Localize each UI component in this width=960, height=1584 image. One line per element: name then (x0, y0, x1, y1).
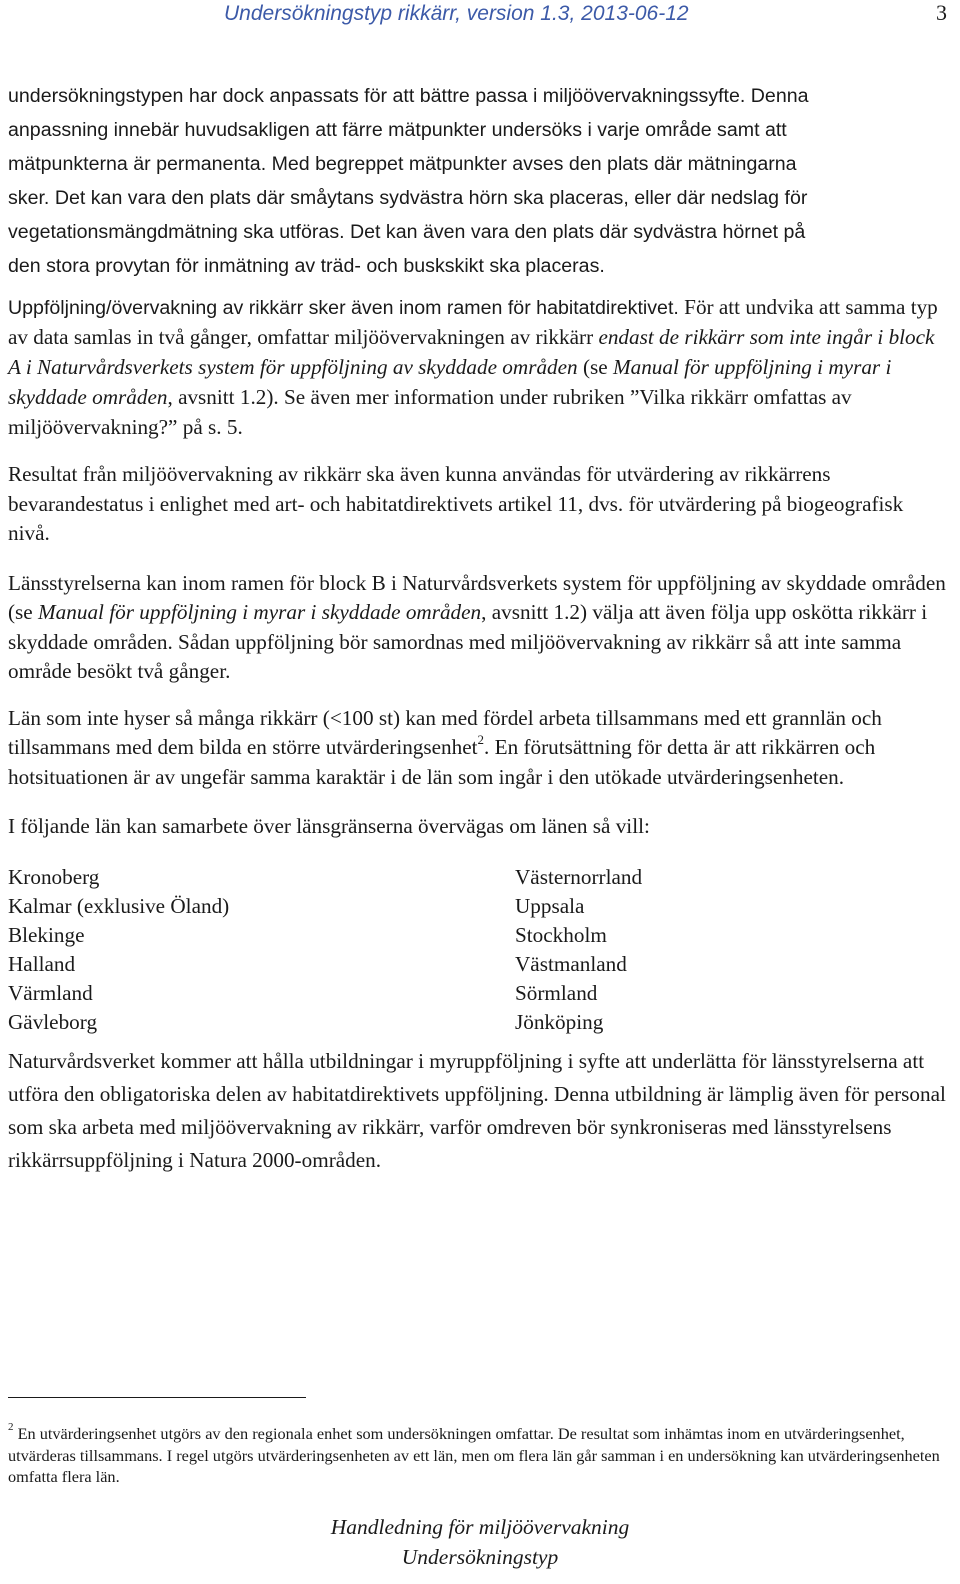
footer-line: Undersökningstyp (401, 1545, 559, 1569)
footnote (8, 1420, 948, 1488)
footnote-reference: 2 (477, 731, 485, 747)
list-item: Kronoberg (8, 864, 100, 889)
text-line: vegetationsmängdmätning ska utföras. Det kan även vara den plats där sydvästra hörnet på (8, 221, 806, 243)
italic-run: endast de rikkärr som inte ingår i block A i Naturvårdsverkets system för uppföljning av skyddade områden (8, 325, 935, 379)
paragraph-habitat-directive (8, 293, 948, 443)
page-number: 3 (936, 0, 947, 25)
paragraph-evaluation-unit (8, 704, 948, 793)
text-line: undersökningstypen har dock anpassats för att bättre passa i miljöövervakningssyfte. Denna (8, 85, 809, 107)
list-item: Västmanland (515, 951, 627, 976)
text-run: Uppföljning/övervakning av rikkärr sker även inom ramen för habitatdirektivet. (8, 297, 679, 319)
page-footer (0, 1512, 960, 1572)
header-title: Undersökningstyp rikkärr, version 1.3, 2013-06-12 (224, 2, 689, 25)
county-list-left (8, 863, 515, 1037)
footer-line: Handledning för miljöövervakning (330, 1515, 630, 1539)
text-run: . En förutsättning för detta är att rikkärren och hotsituationen är av ungefär samma karaktär i de län som ingår i den utökade utvärderingsenheten. (8, 735, 876, 789)
list-item: Sörmland (515, 980, 598, 1005)
paragraph-cooperation-intro: I följande län kan samarbete över länsgränserna övervägas om länen så vill: (8, 814, 650, 838)
text-run: , avsnitt 1.2) välja att även följa upp oskötta rikkärr i skyddade områden. Sådan uppföljning bör samordnas med miljöövervakning av rikkärr så att inte samma område besökt två gånger. (8, 600, 928, 683)
list-item: Västernorrland (515, 864, 643, 889)
list-item: Uppsala (515, 893, 585, 918)
manual-title: Manual för uppföljning i myrar i skyddade områden (38, 600, 482, 624)
footnote-text: En utvärderingsenhet utgörs av den regionala enhet som undersökningen omfattar. De resultat som inhämtas inom en utvärderingsenhet, utvärderas tillsammans. I regel utgörs utvärderingsenheten av ett län, men om flera län går samman i en undersökning kan utvärderingsenheten omfatta flera län. (8, 1424, 940, 1486)
paragraph-county-boards (8, 569, 948, 687)
text-run: , avsnitt 1.2). Se även mer information under rubriken ”Vilka rikkärr omfattas av miljöövervakning?” på s. 5. (8, 385, 852, 439)
list-item: Blekinge (8, 922, 85, 947)
text-run: (se (577, 355, 613, 379)
list-item: Jönköping (515, 1009, 604, 1034)
list-item: Värmland (8, 980, 93, 1005)
list-item: Kalmar (exklusive Öland) (8, 893, 230, 918)
list-item: Gävleborg (8, 1009, 98, 1034)
text-run: Län som inte hyser så många rikkärr (<100 st) kan med fördel arbeta tillsammans med ett grannlän och tillsammans med dem bilda en större utvärderingsenhet (8, 705, 882, 759)
footnote-marker: 2 (8, 1420, 14, 1433)
list-item: Stockholm (515, 922, 607, 947)
text-line: mätpunkterna är permanenta. Med begreppet mätpunkter avses den plats där mätningarna (8, 153, 797, 175)
text-line: anpassning innebär huvudsakligen att färre mätpunkter undersöks i varje område samt att (8, 119, 787, 141)
county-lists (8, 863, 948, 1037)
text-run: För att undvika att samma typ av data samlas in två gånger, omfattar miljöövervakningen av rikkärr (8, 295, 938, 349)
list-item: Halland (8, 951, 76, 976)
document-body (8, 79, 948, 1177)
manual-title: Manual för uppföljning i myrar i skyddade områden (8, 355, 892, 409)
text-run: Länsstyrelserna kan inom ramen för block B i Naturvårdsverkets system för uppföljning av skyddade områden (se (8, 570, 946, 624)
county-list-right (515, 863, 642, 1037)
page-header (0, 0, 960, 34)
text-line: sker. Det kan vara den plats där småytans sydvästra hörn ska placeras, eller där nedslag för (8, 187, 808, 209)
footnote-divider (8, 1397, 306, 1398)
text-line: den stora provytan för inmätning av träd- och buskskikt ska placeras. (8, 255, 605, 277)
paragraph-conservation-status: Resultat från miljöövervakning av rikkärr ska även kunna användas för utvärdering av rikkärrens bevarandestatus i enlighet med art- och habitatdirektivets artikel 11, dvs. för utvärdering på biogeografisk nivå. (8, 462, 904, 545)
paragraph-survey-adaptation (8, 79, 948, 283)
paragraph-training: Naturvårdsverket kommer att hålla utbildningar i myruppföljning i syfte att underlätta för länsstyrelserna att utföra den obligatoriska delen av habitatdirektivets uppföljning. Denna utbildning är lämplig även för personal som ska arbeta med miljöövervakning av rikkärr, varför omdreven bör synkroniseras med länsstyrelsens rikkärrsuppföljning i Natura 2000-områden. (8, 1048, 946, 1172)
